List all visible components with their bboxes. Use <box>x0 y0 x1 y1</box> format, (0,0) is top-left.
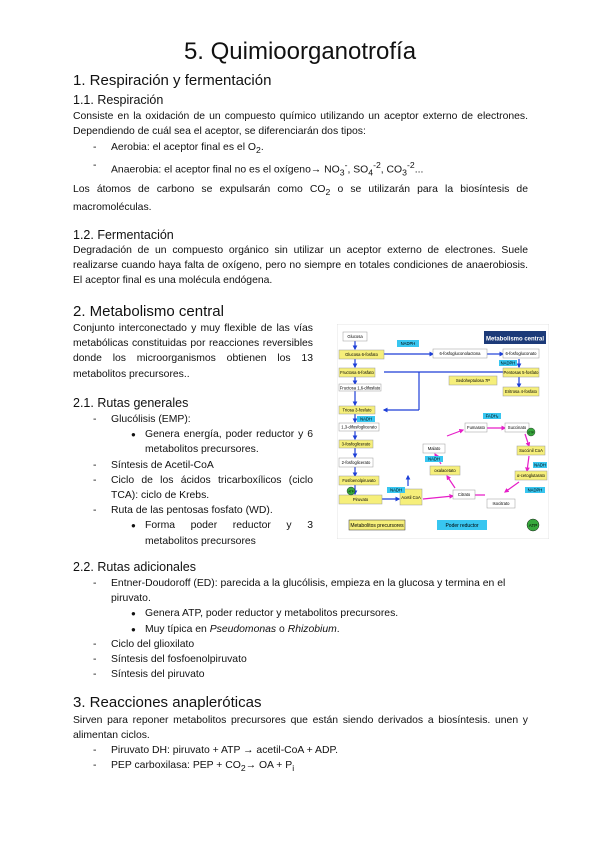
node-f6p-label: Fructosa 6-fosfato <box>340 370 374 375</box>
anapleroticas-paragraph: Sirven para reponer metabolitos precursores que están siendo derivados a biosíntesis. unen y alimentan ciclos. <box>73 715 528 742</box>
node-f16-label: Fructosa 1,6-difosfato <box>339 385 381 391</box>
metabolismo-central-figure <box>337 324 549 539</box>
node-eritrosa-label: Eritrosa 4-fosfato <box>505 389 537 394</box>
node-fumarato-label: Fumarato <box>467 425 485 430</box>
respiracion-types-list <box>91 140 528 181</box>
atp-circle-1-label: ATP <box>348 489 354 494</box>
node-malato-label: Malato <box>427 446 441 451</box>
node-gluconol-label: 6-fosfogluconolactona <box>439 351 481 356</box>
acetil-item: - Síntesis de Acetil-CoA <box>91 458 313 473</box>
node-piruvato-label: Piruvato <box>352 497 369 502</box>
section-2-1-heading: 2.1. Rutas generales <box>73 396 189 410</box>
section-2-2-heading: 2.2. Rutas adicionales <box>73 560 196 574</box>
node-pg3-label: 3-fosfoglicerato <box>341 441 371 447</box>
node-triosa-label: Triosa 3-fosfato <box>342 407 372 413</box>
legend-poder-label: Poder reductor <box>445 523 479 529</box>
cofactor-nadh-3-label: NADH <box>428 456 440 462</box>
node-glucosa-label: Glucosa <box>347 334 363 339</box>
rutas-adicionales-list <box>91 576 528 682</box>
anapleroticas-list <box>91 743 528 776</box>
cofactor-nadph-2-label: NADPH <box>500 360 516 366</box>
page-title: 5. Quimioorganotrofía <box>183 38 417 65</box>
piruvato-item: - Síntesis del piruvato <box>91 667 528 682</box>
cofactor-nadh-2-label: NADH <box>390 487 402 493</box>
node-citrato-label: Citrato <box>457 492 471 497</box>
node-g6p-label: Glucosa 6-fosfato <box>345 352 378 357</box>
node-bpg-label: 1,3-difosfoglicerato <box>341 424 377 430</box>
node-cetoglut-label: α-cetoglutarato <box>516 473 546 478</box>
krebs-item: - Ciclo de los ácidos tricarboxílicos (ciclo TCA): ciclo de Krebs. <box>91 473 313 503</box>
cofactor-nadh-1-label: NADH <box>360 416 372 422</box>
node-gluconato-label: 6-fosfogluconato <box>505 351 537 356</box>
glucolisis-bullet: ● Genera energía, poder reductor y 6 metabolitos precursores. <box>129 427 313 457</box>
node-succinato-label: Succinato <box>507 425 527 430</box>
ed-item: - Entner-Doudoroff (ED): parecida a la glucólisis, empieza en la glucosa y termina en el piruvato. ● Genera ATP, poder reductor y metabolitos precursores. ● Muy típica en Pseudomonas o Rhizobium. <box>91 576 528 637</box>
node-pg2-label: 2-fosfoglicerato <box>341 460 371 465</box>
node-sedo-label: Sedoheptulosa 7P <box>455 378 491 383</box>
node-oxala-label: oxalacetato <box>434 468 456 473</box>
node-succinilcoa-label: Succinil CoA <box>519 448 543 453</box>
glioxilato-item: - Ciclo del glioxilato <box>91 637 528 652</box>
fermentacion-paragraph: Degradación de un compuesto orgánico sin utilizar un aceptor externo de electrones. Suele realizarse cuando haya falta de oxígeno, pero no siempre en totales condiciones de anaerobiosis. El aceptor final es una molécula endógena. <box>73 245 528 287</box>
pep-carboxilasa-item: - PEP carboxilasa: PEP + $CO_2\to$ OA + $P_i$ <box>91 758 528 776</box>
rutas-generales-list <box>91 412 313 549</box>
ed-bullet-1: ● Genera ATP, poder reductor y metabolitos precursores. <box>129 606 528 621</box>
carbono-paragraph: Los átomos de carbono se expulsarán como $CO_2$ o se utilizarán para la biosíntesis de macromoléculas. <box>73 184 528 214</box>
node-pentosas5p-label: Pentosas 5-fosfato <box>503 370 539 375</box>
anaerobia-item: - Anaerobia: el aceptor final no es el oxígeno→ $NO_3^-$, $SO_4^{-2}$, $CO_3^{-2}$... <box>91 158 528 181</box>
cofactor-nadph-3-label: NADPH <box>527 487 543 493</box>
section-3-heading: 3. Reacciones anapleróticas <box>73 694 262 711</box>
section-1-1-heading: 1.1. Respiración <box>73 93 164 107</box>
piruvato-dh-item: - Piruvato DH: piruvato + ATP → acetil-CoA + ADP. <box>91 743 528 758</box>
section-1-heading: 1. Respiración y fermentación <box>73 72 272 89</box>
node-pep-label: Fosfoenolpiruvato <box>342 478 376 483</box>
cofactor-nadh-4-label: NADH <box>534 462 546 468</box>
pentosas-bullet: ● Forma poder reductor y 3 metabolitos precursores <box>129 518 313 548</box>
respiracion-paragraph: Consiste en la oxidación de un compuesto químico utilizando un aceptor externo de electrones. Dependiendo de cuál sea el aceptor, se diferenciarán dos tipos: <box>73 111 528 138</box>
section-1-2-heading: 1.2. Fermentación <box>73 228 174 242</box>
section-2-heading: 2. Metabolismo central <box>73 303 224 320</box>
node-isocitrato-label: Isocitrato <box>492 501 510 506</box>
node-acetil-label: Acetil CoA <box>401 495 421 500</box>
aerobia-item: - Aerobia: el aceptor final es el $O_2$. <box>91 140 528 158</box>
figure-title: Metabolismo central <box>485 336 545 343</box>
cofactor-fadh2-label: FADH₂ <box>485 413 499 419</box>
legend-precursores-label: Metabolitos precursores <box>350 523 404 529</box>
cofactor-nadph-1-label: NADPH <box>400 341 416 346</box>
pentosas-item: - Ruta de las pentosas fosfato (WD). ● Forma poder reductor y 3 metabolitos precursores <box>91 503 313 549</box>
ed-bullet-2: ● Muy típica en Pseudomonas o Rhizobium. <box>129 622 528 637</box>
glucolisis-item: - Glucólisis (EMP): ● Genera energía, poder reductor y 6 metabolitos precursores. <box>91 412 313 458</box>
legend-atp-label: ATP <box>528 523 538 528</box>
fosfoenol-item: - Síntesis del fosfoenolpiruvato <box>91 652 528 667</box>
gtp-circle-label: GTP <box>528 430 534 435</box>
metabolismo-paragraph: Conjunto interconectado y muy flexible de las vías metabólicas constituidas por reacciones reversibles donde los microorganismos obtienen los 13 metabolitos precursores.. <box>73 323 313 380</box>
